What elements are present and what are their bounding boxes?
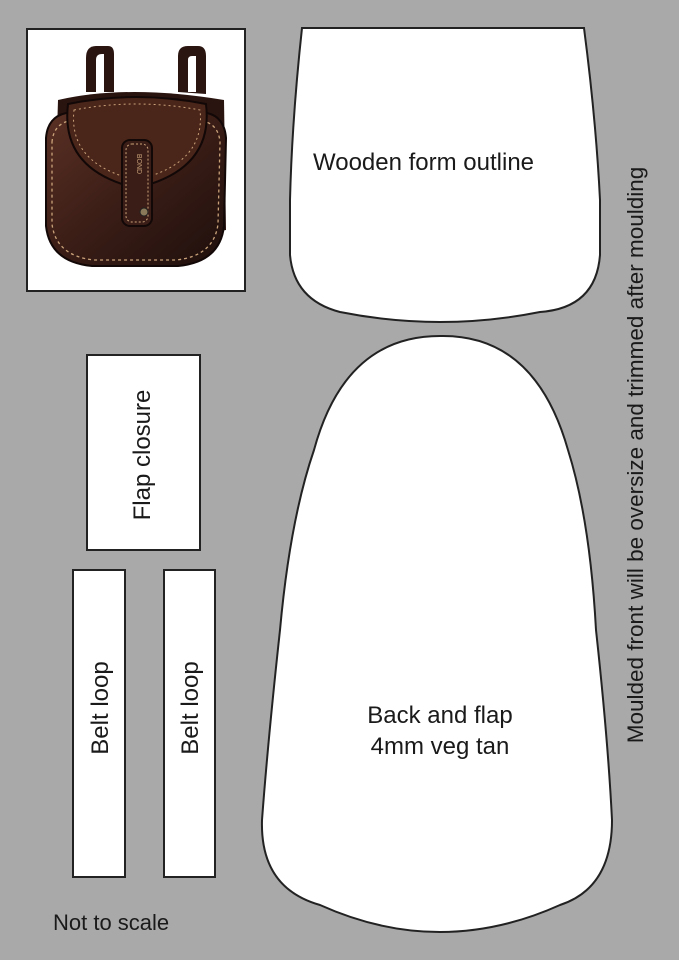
flap-closure-label: Flap closure bbox=[129, 389, 156, 521]
not-to-scale-note: Not to scale bbox=[53, 910, 170, 935]
moulding-note: Moulded front will be oversize and trimmed after moulding bbox=[623, 166, 648, 744]
back-and-flap-line1: Back and flap bbox=[367, 702, 513, 729]
back-and-flap-line2: 4mm veg tan bbox=[370, 733, 510, 760]
belt-loop-label-1: Belt loop bbox=[87, 661, 114, 755]
belt-loop-label-2: Belt loop bbox=[177, 661, 204, 755]
svg-text:BOND: BOND bbox=[135, 153, 142, 175]
back-and-flap-label bbox=[352, 700, 528, 762]
wooden-form-label: Wooden form outline bbox=[313, 149, 535, 176]
back-and-flap-piece bbox=[262, 336, 612, 932]
